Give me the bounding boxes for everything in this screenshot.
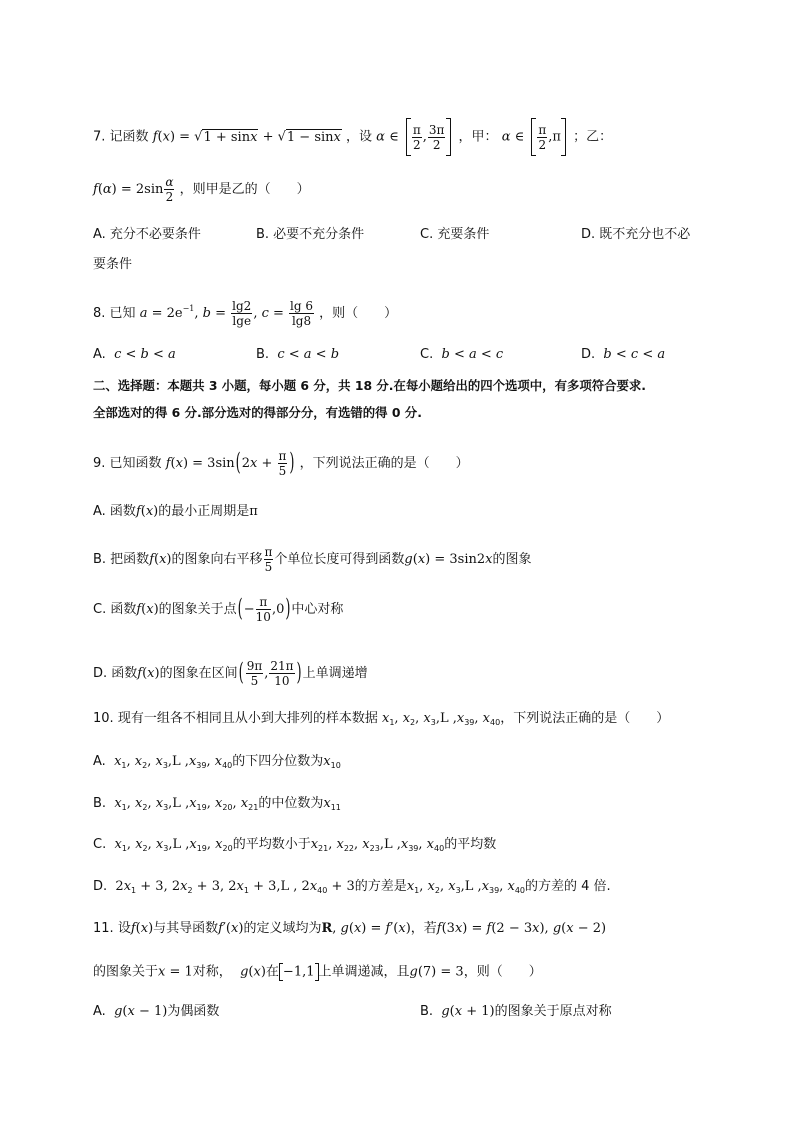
- q10-option-a: A. $x_1$, $x_2$, $x_3,L$ $,x_{39}$, $x_{40}$的下四分位数为$x_{10}$: [93, 754, 341, 770]
- q11-stem-line1: 11. 设f(x)与其导函数f′(x)的定义域均为R, g(x) = f′(x)，若f(3x) = f(2 − 3x), g(x − 2): [93, 921, 607, 936]
- q9-tail: ，下列说法正确的是（ ）: [299, 456, 469, 471]
- question-number: 10.: [93, 711, 114, 726]
- q9-option-a: A. 函数f(x)的最小正周期是π: [93, 504, 258, 519]
- q7-stem-line2: f(α) = 2sin $\frac{\alpha}{2}$ ，则甲是乙的（ ）: [93, 175, 310, 204]
- question-number: 9.: [93, 456, 106, 471]
- q8-tail: ，则（ ）: [319, 306, 398, 321]
- q8-option-c: C. b < a < c: [420, 347, 504, 362]
- q7-stem-line1: 7. 记函数 f(x) = √1 + sinx + √1 − sinx ，设 α ∈ $\frac{\pi}{2}$ , $\frac{3\pi}{2}$ ，甲： α ∈ $\frac{\pi}{2}$ ,π ；乙：: [93, 118, 612, 156]
- question-number: 8.: [93, 306, 106, 321]
- q11-option-a: A. g(x − 1)为偶函数: [93, 1004, 220, 1019]
- section-header-line1: 二、选择题：本题共 3 小题，每小题 6 分，共 18 分.在每小题给出的四个选项中，有多项符合要求.: [93, 378, 647, 393]
- q9-stem: 9. 已知函数 f(x) = 3sin(2x + $\frac{\pi}{5}$ ) ，下列说法正确的是（ ）: [93, 449, 469, 478]
- q11-stem-line2: 的图象关于x = 1对称， g(x)在 −1,1 上单调递减，且g(7) = 3，则（ ）: [93, 964, 542, 980]
- q10-stem: 10. 现有一组各不相同且从小到大排列的样本数据 $x_1$, $x_2$, $x_3,L$ $,x_{39}$, $x_{40}$，下列说法正确的是（ ）: [93, 711, 670, 727]
- q7-let: ，设: [346, 129, 373, 145]
- q7-option-d-cont: 要条件: [93, 257, 133, 272]
- q7-option-c: C. 充要条件: [420, 227, 490, 242]
- q9-option-b: B. 把函数f(x)的图象向右平移 $\frac{\pi}{5}$ 个单位长度可得到函数g(x) = 3sin2x的图象: [93, 545, 532, 574]
- question-number: 7.: [93, 129, 106, 145]
- section-header-line2: 全部选对的得 6 分.部分选对的得部分分，有选错的得 0 分.: [93, 405, 422, 420]
- q7-yi: ；乙：: [573, 129, 613, 145]
- q10-option-b: B. $x_1$, $x_2$, $x_3,L$ $,x_{19}$, $x_{20}$, $x_{21}$的中位数为$x_{11}$: [93, 796, 341, 812]
- q7-jia: ，甲：: [458, 129, 498, 145]
- q7-option-a: A. 充分不必要条件: [93, 227, 201, 242]
- q9-lead: 已知函数: [109, 456, 162, 471]
- q10-option-d: D. $2x_1 + 3$, $2x_2 + 3$, $2x_1 + 3,L$ , $2x_{40} + 3$的方差是$x_1$, $x_2$, $x_3,L$ $,x_{39}$, $x_{40}$的方差的 4 倍.: [93, 879, 611, 895]
- q11-option-b: B. g(x + 1)的图象关于原点对称: [420, 1004, 612, 1019]
- q8-option-a: A. c < b < a: [93, 347, 176, 362]
- q8-option-d: D. b < c < a: [581, 347, 666, 362]
- q7-option-d: D. 既不充分也不必: [581, 227, 691, 242]
- question-number: 11.: [93, 921, 114, 936]
- q8-option-b: B. c < a < b: [256, 347, 340, 362]
- q9-option-d: D. 函数f(x)的图象在区间( $\frac{9\pi}{5}$ , $\frac{21\pi}{10}$ )上单调递增: [93, 659, 368, 688]
- q7-lead: 记函数: [109, 129, 149, 145]
- q8-lead: 已知: [109, 306, 136, 321]
- q9-option-c: C. 函数f(x)的图象关于点(− $\frac{\pi}{10}$ ,0)中心对称: [93, 595, 344, 624]
- q7-tail: ，则甲是乙的（ ）: [179, 182, 310, 197]
- q7-option-b: B. 必要不充分条件: [256, 227, 365, 242]
- q10-option-c: C. $x_1$, $x_2$, $x_3,L$ $,x_{19}$, $x_{20}$的平均数小于$x_{21}$, $x_{22}$, $x_{23},L$ $,x_{39}$, $x_{40}$的平均数: [93, 837, 497, 853]
- q8-stem: 8. 已知 $a = 2e^{-1}$, b = $\frac{\lg 2}{\lg e}$ , c = $\frac{\lg 6}{\lg 8}$ ，则（ ）: [93, 299, 398, 328]
